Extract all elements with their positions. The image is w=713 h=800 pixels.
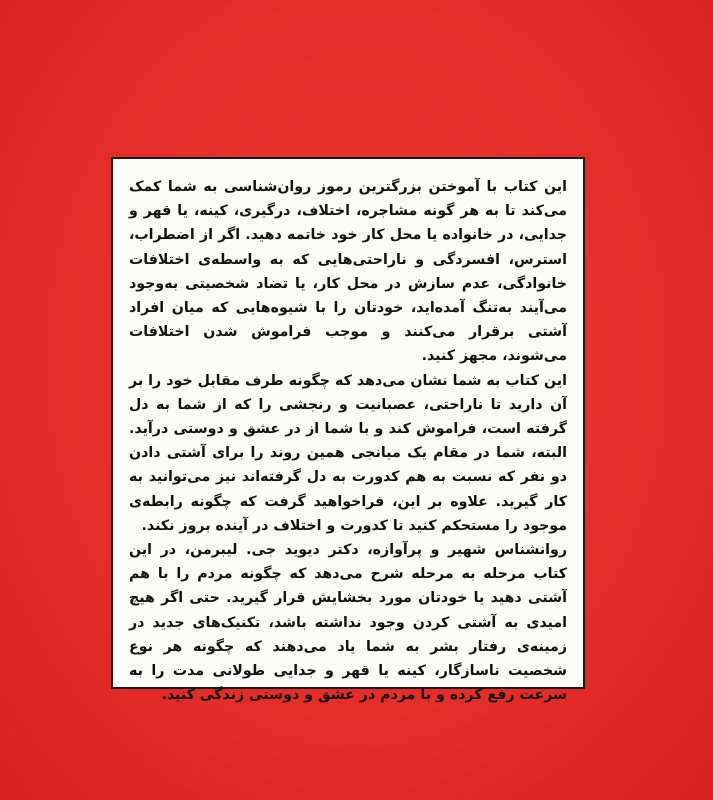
- description-box: [111, 157, 585, 704]
- description-paragraph-3: روانشناس شهیر و پرآوازه، دکتر دیوید جی. لیبرمن، در این کتاب مرحله به مرحله شرح می‌دهد که چگونه مردم را با هم آشتی دهید یا خودتان مورد بخشایش قرار گیرید. حتی اگر هیچ امیدی به آشتی کردن وجود نداشته باشد، تکنیک‌های جدید در زمینه‌ی رفتار بشر به شما یاد می‌دهند که چگونه هر نوع شخصیت ناسازگار، کینه یا قهر و جدایی طولانی مدت را به سرعت رفع کرده و با مردم در عشق و دوستی زندگی کنید.: [129, 542, 567, 704]
- description-paragraph-2: این کتاب به شما نشان می‌دهد که چگونه طرف مقابل خود را بر آن دارید تا ناراحتی، عصبانیت و رنجشی را که از شما به دل گرفته است، فراموش کند و با شما از در عشق و دوستی درآید. البته، شما در مقام یک میانجی همین روند را برای آشتی دادن دو نفر که نسبت به هم کدورت به دل گرفته‌اند نیز می‌توانید به کار گیرید. علاوه بر این، فراخواهید گرفت که چگونه رابطه‌ی موجود را مستحکم کنید تا کدورت و اختلاف در آینده بروز نکند.: [129, 372, 567, 534]
- description-paragraph-1: این کتاب با آموختن بزرگترین رموز روان‌شناسی به شما کمک می‌کند تا به هر گونه مشاجره، اختلاف، درگیری، کینه، یا قهر و جدایی، در خانواده یا محل کار خود خاتمه دهید. اگر از اضطراب، استرس، افسردگی و ناراحتی‌هایی که به واسطه‌ی اختلافات خانوادگی، عدم سازش در محل کار، یا تضاد شخصیتی به‌وجود می‌آیند به‌تنگ آمده‌اید، خودتان را با شیوه‌هایی که میان افراد آشتی برقرار می‌کنند و موجب فراموش شدن اختلافات می‌شوند، مجهز کنید.: [129, 179, 567, 365]
